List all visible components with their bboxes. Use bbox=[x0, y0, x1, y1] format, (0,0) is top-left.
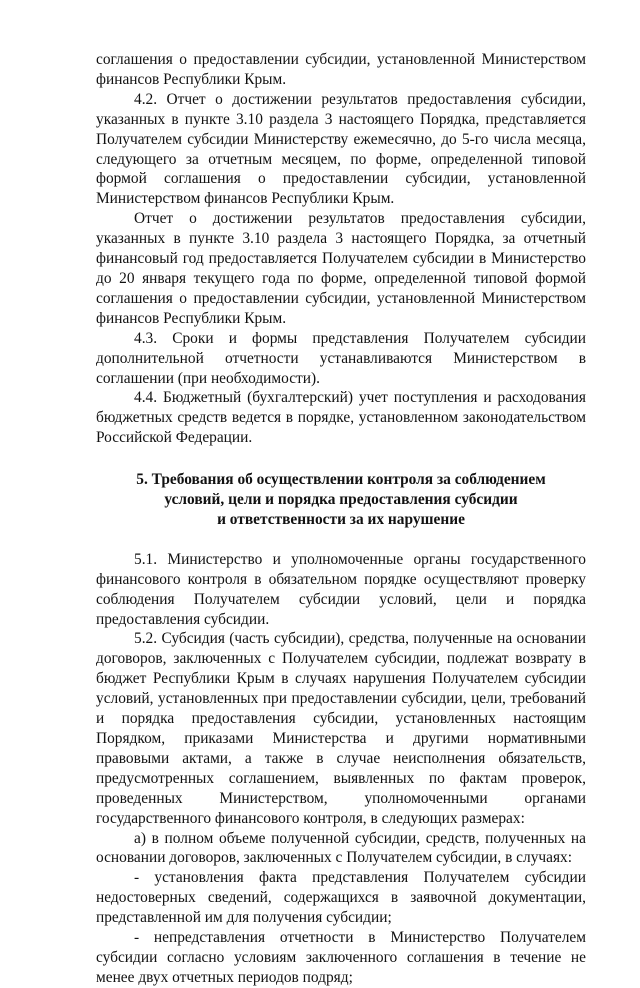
paragraph-4-2: 4.2. Отчет о достижении результатов предоставления субсидии, указанных в пункте 3.10 раздела 3 настоящего Порядка, представляется Получателем субсидии Министерству ежемесячно, до 5-го числа месяца, следующего за отчетным месяцем, по форме, определенной типовой формой соглашения о предоставлении субсидии, установленной Министерством финансов Республики Крым. bbox=[96, 90, 586, 208]
section-heading-line-1: 5. Требования об осуществлении контроля за соблюдением bbox=[136, 471, 546, 489]
section-heading-line-3: и ответственности за их нарушение bbox=[217, 510, 465, 528]
paragraph-4-4: 4.4. Бюджетный (бухгалтерский) учет поступления и расходования бюджетных средств ведется в порядке, установленном законодательством Российской Федерации. bbox=[96, 389, 586, 447]
section-heading-line-2: условий, цели и порядка предоставления субсидии bbox=[164, 491, 518, 509]
section-5-heading bbox=[96, 470, 586, 530]
paragraph-annual-report: Отчет о достижении результатов предоставления субсидии, указанных в пункте 3.10 раздела 3 настоящего Порядка, за отчетный финансовый год предоставляется Получателем субсидии в Министерство до 20 января текущего года по форме, определенной типовой формой соглашения о предоставлении субсидии, установленной Министерством финансов Республики Крым. bbox=[96, 210, 586, 327]
paragraph-5-2-a: а) в полном объеме полученной субсидии, средств, полученных на основании договоров, заключенных с Получателем субсидии, в случаях: bbox=[96, 829, 586, 867]
list-item-false-info: - установления факта представления Получателем субсидии недостоверных сведений, содержащихся в заявочной документации, представленной им для получения субсидии; bbox=[96, 869, 586, 927]
paragraph-4-3: 4.3. Сроки и формы представления Получателем субсидии дополнительной отчетности устанавливаются Министерством в соглашении (при необходимости). bbox=[96, 329, 586, 387]
document-page bbox=[96, 50, 586, 988]
list-item-no-reporting: - непредставления отчетности в Министерство Получателем субсидии согласно условиям заключенного соглашения в течение не менее двух отчетных периодов подряд; bbox=[96, 929, 586, 986]
paragraph-5-1: 5.1. Министерство и уполномоченные органы государственного финансового контроля в обязательном порядке осуществляют проверку соблюдения Получателем субсидии условий, цели и порядка предоставления субсидии. bbox=[96, 550, 586, 628]
paragraph-continuation: соглашения о предоставлении субсидии, установленной Министерством финансов Республики Крым. bbox=[96, 51, 586, 88]
paragraph-5-2: 5.2. Субсидия (часть субсидии), средства, полученные на основании договоров, заключенных с Получателем субсидии, подлежат возврату в бюджет Республики Крым в случаях нарушения Получателем субсидии условий, установленных при предоставлении субсидии, цели, требований и порядка предоставления субсидии, установленных настоящим Порядком, приказами Министерства и другими нормативными правовыми актами, а также в случае неисполнения обязательств, предусмотренных соглашением, выявленных по фактам проверок, проведенных Министерством, уполномоченными органами государственного финансового контроля, в следующих размерах: bbox=[96, 630, 586, 827]
